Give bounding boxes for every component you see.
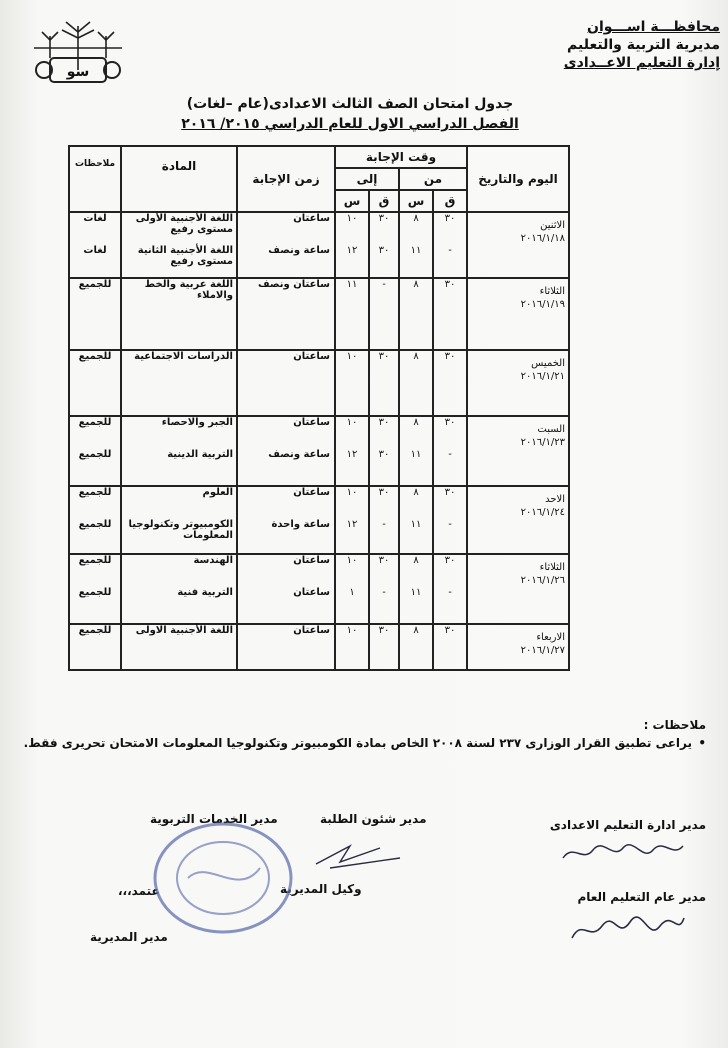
from-s: ٨ bbox=[413, 213, 419, 224]
from-s: ٨ bbox=[413, 417, 419, 428]
header-day: اليوم والتاريخ bbox=[467, 146, 569, 212]
to-q: ٣٠ bbox=[378, 449, 390, 460]
remark: للجميع bbox=[78, 587, 112, 598]
table-row bbox=[69, 212, 569, 278]
subject: التربية فنية bbox=[177, 587, 233, 598]
day-cell bbox=[467, 278, 569, 350]
table-row bbox=[69, 624, 569, 670]
bullet-icon: • bbox=[698, 736, 706, 750]
from-q: ٣٠ bbox=[433, 278, 467, 350]
day-date: ٢٠١٦/١/٢٤ bbox=[520, 507, 565, 518]
header-subject: المادة bbox=[121, 146, 237, 212]
table-row bbox=[69, 486, 569, 554]
to-s: ١٠ bbox=[335, 624, 369, 670]
remark: للجميع bbox=[78, 519, 112, 530]
duration-cell bbox=[237, 212, 335, 278]
duration: ساعتان ونصف bbox=[237, 278, 335, 350]
from-q-cell bbox=[433, 416, 467, 486]
to-s: ١٢ bbox=[346, 519, 358, 530]
to-s: ١ bbox=[349, 587, 355, 598]
day-date: ٢٠١٦/١/٢١ bbox=[520, 371, 565, 382]
to-s: ١٠ bbox=[346, 213, 358, 224]
duration-cell bbox=[237, 486, 335, 554]
from-q: ٣٠ bbox=[444, 487, 456, 498]
remark: لغات bbox=[83, 213, 107, 224]
remarks-cell bbox=[69, 486, 121, 554]
subject-cell bbox=[121, 554, 237, 624]
table-row bbox=[69, 278, 569, 350]
notes-bullet-text: يراعى تطبيق القرار الوزارى ٢٣٧ لسنة ٢٠٠٨ الخاص بمادة الكومبيوتر وتكنولوجيا المعلومات الامتحان تحريرى فقط. bbox=[23, 736, 692, 750]
to-s-cell bbox=[335, 486, 369, 554]
day-date: ٢٠١٦/١/٢٣ bbox=[520, 437, 565, 448]
to-s-cell bbox=[335, 416, 369, 486]
day-cell bbox=[467, 624, 569, 670]
exam-schedule-table bbox=[68, 145, 570, 671]
from-q: - bbox=[448, 449, 452, 460]
from-q: ٣٠ bbox=[444, 555, 456, 566]
header-from-q: ق bbox=[433, 190, 467, 212]
remark: للجميع bbox=[78, 555, 112, 566]
sig-directorate-director: مدير المديرية bbox=[90, 930, 168, 944]
directorate-logo-icon bbox=[30, 18, 126, 88]
to-s: ١٢ bbox=[346, 245, 358, 256]
from-s: ١١ bbox=[410, 245, 422, 256]
day-name: الثلاثاء bbox=[539, 562, 565, 573]
from-s: ١١ bbox=[410, 519, 422, 530]
subject: الكومبيوتر وتكنولوجيا المعلومات bbox=[128, 519, 233, 541]
remarks-cell bbox=[69, 554, 121, 624]
subject: اللغة الأجنبية الاولى bbox=[121, 624, 237, 670]
page-subtitle: الفصل الدراسي الاول للعام الدراسي ٢٠١٥/ ٢٠١٦ bbox=[181, 116, 519, 132]
day-name: الاربعاء bbox=[536, 632, 565, 643]
header-to-q: ق bbox=[369, 190, 399, 212]
remark: للجميع bbox=[78, 449, 112, 460]
handwritten-signature-icon bbox=[568, 912, 688, 948]
from-s: ١١ bbox=[410, 587, 422, 598]
header-to-s: س bbox=[335, 190, 369, 212]
from-q: - bbox=[448, 245, 452, 256]
remark: لغات bbox=[83, 245, 107, 256]
day-cell bbox=[467, 486, 569, 554]
to-q: - bbox=[369, 278, 399, 350]
subject: اللغة الأجنبية الأولى مستوى رفيع bbox=[135, 213, 233, 235]
from-s: ٨ bbox=[413, 487, 419, 498]
to-s: ١٠ bbox=[335, 350, 369, 416]
to-q-cell bbox=[369, 554, 399, 624]
day-date: ٢٠١٦/١/١٩ bbox=[520, 299, 565, 310]
table-row bbox=[69, 554, 569, 624]
duration: ساعتان bbox=[293, 587, 330, 598]
to-q-cell bbox=[369, 416, 399, 486]
to-q: ٣٠ bbox=[378, 555, 390, 566]
table-row bbox=[69, 350, 569, 416]
to-q: ٣٠ bbox=[369, 624, 399, 670]
to-s: ١٠ bbox=[346, 417, 358, 428]
to-s-cell bbox=[335, 554, 369, 624]
duration: ساعتان bbox=[293, 213, 330, 224]
subject: اللغة عربية والخط والاملاء bbox=[121, 278, 237, 350]
sig-approved: عتمد،،، bbox=[118, 884, 160, 898]
to-s: ١٠ bbox=[346, 487, 358, 498]
handwritten-signature-icon bbox=[310, 834, 420, 874]
subject: الدراسات الاجتماعية bbox=[121, 350, 237, 416]
header-remarks: ملاحظات bbox=[69, 146, 121, 212]
duration-cell bbox=[237, 554, 335, 624]
duration: ساعتان bbox=[293, 417, 330, 428]
from-s-cell bbox=[399, 554, 433, 624]
day-name: الخميس bbox=[531, 358, 565, 369]
department-label: إدارة التعليم الاعــدادى bbox=[563, 55, 720, 71]
day-name: الثلاثاء bbox=[539, 286, 565, 297]
sig-deputy: وكيل المديرية bbox=[280, 882, 362, 896]
to-q: ٣٠ bbox=[378, 417, 390, 428]
from-s: ١١ bbox=[410, 449, 422, 460]
to-s-cell bbox=[335, 212, 369, 278]
subject: العلوم bbox=[202, 487, 233, 498]
day-cell bbox=[467, 350, 569, 416]
to-q-cell bbox=[369, 212, 399, 278]
to-q: - bbox=[382, 587, 386, 598]
subject: التربية الدينية bbox=[167, 449, 233, 460]
notes-heading: ملاحظات : bbox=[643, 718, 706, 732]
notes-bullet-item bbox=[16, 734, 706, 752]
duration: ساعتان bbox=[293, 487, 330, 498]
duration: ساعتان bbox=[237, 624, 335, 670]
header-to: إلى bbox=[335, 168, 399, 190]
sig-general-director: مدير عام التعليم العام bbox=[577, 890, 706, 904]
page-title: جدول امتحان الصف الثالث الاعدادى(عام –لغات) bbox=[186, 96, 514, 112]
to-q: ٣٠ bbox=[369, 350, 399, 416]
header-duration: زمن الإجابة bbox=[237, 146, 335, 212]
from-s-cell bbox=[399, 486, 433, 554]
header-from-s: س bbox=[399, 190, 433, 212]
sig-students-director: مدير شئون الطلبة bbox=[320, 812, 427, 826]
to-q: ٣٠ bbox=[378, 487, 390, 498]
from-q-cell bbox=[433, 212, 467, 278]
from-q: - bbox=[448, 587, 452, 598]
from-s: ٨ bbox=[399, 278, 433, 350]
duration: ساعة ونصف bbox=[268, 449, 330, 460]
subject: اللغة الأجنبية الثانية مستوى رفيع bbox=[137, 245, 233, 267]
day-cell bbox=[467, 554, 569, 624]
day-name: السبت bbox=[537, 424, 565, 435]
sig-services-director: مدير الخدمات التربوية bbox=[150, 812, 278, 826]
to-q: - bbox=[382, 519, 386, 530]
official-stamp-icon bbox=[148, 818, 298, 938]
from-q-cell bbox=[433, 554, 467, 624]
to-s: ١٠ bbox=[346, 555, 358, 566]
to-s: ١٢ bbox=[346, 449, 358, 460]
from-q: ٣٠ bbox=[444, 417, 456, 428]
from-q: - bbox=[448, 519, 452, 530]
sig-prep-director: مدير ادارة التعليم الاعدادى bbox=[549, 818, 706, 832]
remark: للجميع bbox=[78, 487, 112, 498]
directorate-label: مديرية التربية والتعليم bbox=[567, 37, 720, 53]
governorate-label: محافظـــة اســـوان bbox=[587, 19, 720, 35]
subject-cell bbox=[121, 212, 237, 278]
subject-cell bbox=[121, 416, 237, 486]
handwritten-signature-icon bbox=[558, 838, 688, 868]
to-q: ٣٠ bbox=[378, 213, 390, 224]
day-date: ٢٠١٦/١/٢٧ bbox=[520, 645, 565, 656]
day-name: الاثنين bbox=[540, 220, 565, 231]
day-cell bbox=[467, 416, 569, 486]
from-q: ٣٠ bbox=[444, 213, 456, 224]
table-row bbox=[69, 416, 569, 486]
header-from: من bbox=[399, 168, 467, 190]
from-s: ٨ bbox=[399, 350, 433, 416]
duration: ساعتان bbox=[293, 555, 330, 566]
day-date: ٢٠١٦/١/١٨ bbox=[520, 233, 565, 244]
notes-section bbox=[16, 716, 706, 752]
subject: الجبر والاحصاء bbox=[161, 417, 233, 428]
day-date: ٢٠١٦/١/٢٦ bbox=[520, 575, 565, 586]
subject-cell bbox=[121, 486, 237, 554]
duration: ساعة واحدة bbox=[271, 519, 330, 530]
header-block bbox=[564, 18, 720, 72]
from-q-cell bbox=[433, 486, 467, 554]
remark: للجميع bbox=[69, 278, 121, 350]
from-s: ٨ bbox=[399, 624, 433, 670]
from-s: ٨ bbox=[413, 555, 419, 566]
logo-text: سو bbox=[66, 64, 90, 80]
day-cell bbox=[467, 212, 569, 278]
from-s-cell bbox=[399, 416, 433, 486]
remark: للجميع bbox=[69, 350, 121, 416]
duration: ساعة ونصف bbox=[268, 245, 330, 256]
remarks-cell bbox=[69, 212, 121, 278]
day-name: الاحد bbox=[545, 494, 565, 505]
duration-cell bbox=[237, 416, 335, 486]
remarks-cell bbox=[69, 416, 121, 486]
to-q-cell bbox=[369, 486, 399, 554]
to-s: ١١ bbox=[335, 278, 369, 350]
duration: ساعتان bbox=[237, 350, 335, 416]
subject: الهندسة bbox=[193, 555, 233, 566]
from-s-cell bbox=[399, 212, 433, 278]
to-q: ٣٠ bbox=[378, 245, 390, 256]
remark: للجميع bbox=[78, 417, 112, 428]
remark: للجميع bbox=[69, 624, 121, 670]
from-q: ٣٠ bbox=[433, 350, 467, 416]
header-answer-time: وقت الإجابة bbox=[335, 146, 467, 168]
from-q: ٣٠ bbox=[433, 624, 467, 670]
